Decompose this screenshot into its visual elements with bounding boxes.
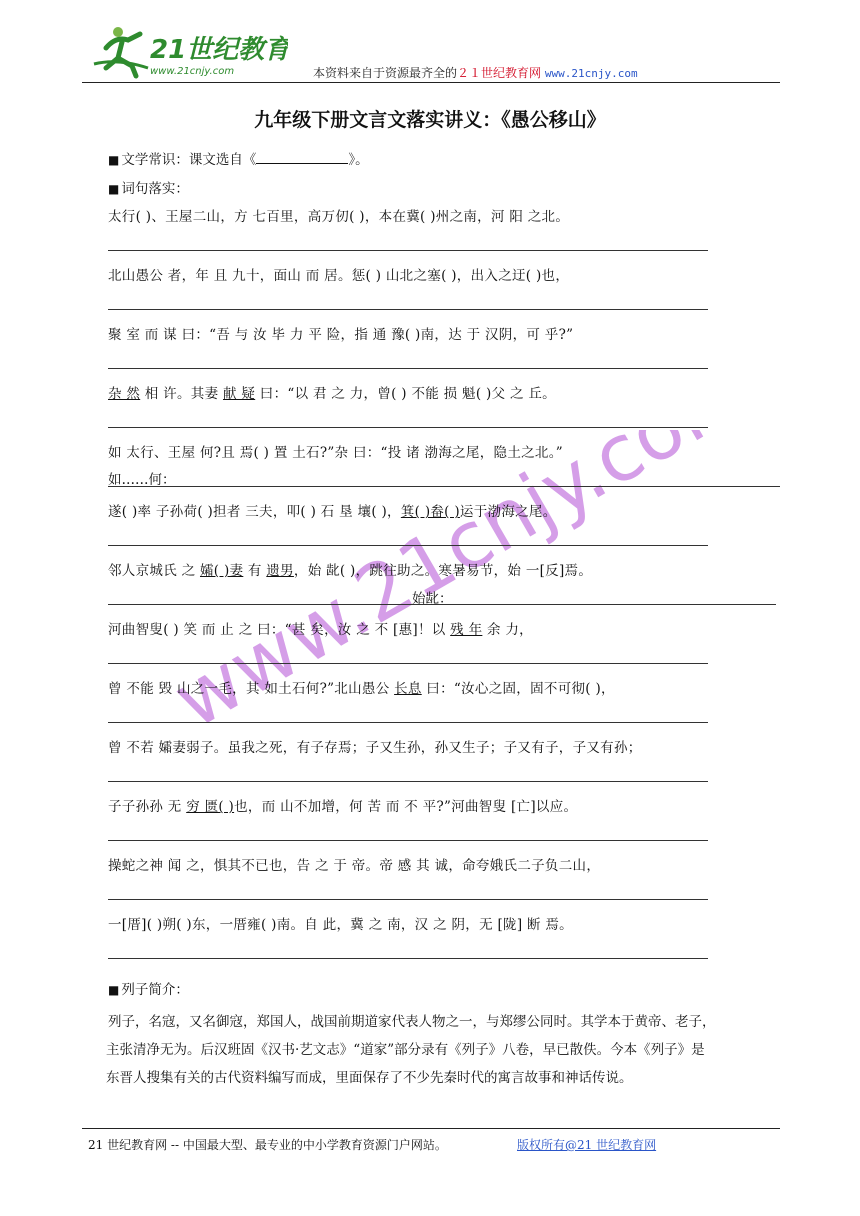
bullet-square-icon: ■: [108, 153, 120, 167]
section-liezi: [108, 978, 189, 998]
underlined-term: 孀( )妻: [199, 563, 244, 579]
text-line-13: 一[厝]( )朔( )东，一厝雍( )南。自 此，冀 之 南，汉 之 阴，无 [陇] 断 焉。: [108, 917, 573, 933]
answer-rule[interactable]: [108, 427, 708, 428]
site-logo: [88, 18, 288, 84]
header-divider: [82, 82, 780, 83]
text-line-8: 河曲智叟( ) 笑 而 止 之 曰：“甚 矣，汝 之 不 [惠]！以 残 年 余 力，: [108, 622, 533, 638]
text-line-12: 操蛇之神 闻 之，惧其不已也，告 之 于 帝。帝 感 其 诚，命夸娥氏二子负二山，: [108, 858, 601, 874]
answer-rule[interactable]: [108, 486, 780, 487]
text-line-7: 邻人京城氏 之 孀( )妻 有 遗男，始 龀( )，跳往助之。寒暑易节，始 一[反]焉。: [108, 563, 593, 579]
footer-copyright-link[interactable]: 版权所有@21 世纪教育网: [517, 1138, 657, 1152]
section-literature: [108, 148, 369, 168]
text-line-6: 遂( )率 子孙荷( )担者 三夫，叩( ) 石 垦 壤( )，箕( )畚( )运于渤海之尾。: [108, 504, 557, 520]
underlined-term: 残 年: [450, 622, 483, 638]
bullet-square-icon: ■: [108, 983, 120, 997]
answer-rule[interactable]: [108, 368, 708, 369]
header-tagline: [313, 64, 638, 81]
intro-line-1: 列子，名寇，又名御寇，郑国人，战国前期道家代表人物之一，与郑缪公同时。其学本于黄帝、老子，: [108, 1014, 716, 1030]
bullet-square-icon: ■: [108, 182, 120, 196]
answer-rule[interactable]: [108, 899, 708, 900]
note-label: 始龀：: [412, 591, 453, 607]
answer-rule[interactable]: [108, 781, 708, 782]
answer-blank[interactable]: [256, 151, 348, 164]
underlined-term: 杂 然: [108, 386, 141, 402]
tagline-prefix: 本资料来自于资源最齐全的: [313, 66, 458, 80]
intro-line-2: 主张清净无为。后汉班固《汉书·艺文志》“道家”部分录有《列子》八卷，早已散佚。今本《列子》是: [106, 1042, 705, 1058]
section-literature-label: 文学常识：课文选自《: [121, 152, 257, 168]
answer-rule[interactable]: [108, 840, 708, 841]
underlined-term: 穷 匮( ): [186, 799, 235, 815]
answer-rule[interactable]: [108, 958, 708, 959]
text-line-3: 聚 室 而 谋 曰：“吾 与 汝 毕 力 平 险，指 通 豫( )南，达 于 汉阴，可 乎?”: [108, 327, 574, 343]
liezi-intro: [108, 1008, 780, 1092]
intro-line-3: 东晋人搜集有关的古代资料编写而成，里面保存了不少先秦时代的寓言故事和神话传说。: [106, 1070, 633, 1086]
watermark-text: www.21cnjy.com: [175, 430, 715, 747]
section-words: [108, 177, 189, 197]
underlined-term: 遗男: [266, 563, 294, 579]
logo-text: 21世纪教育: [150, 35, 288, 65]
section-words-label: 词句落实：: [121, 181, 189, 197]
section-liezi-label: 列子简介：: [121, 982, 189, 998]
answer-rule[interactable]: [108, 722, 708, 723]
note-label: 如……何：: [108, 472, 176, 488]
underlined-term: 献 疑: [222, 386, 256, 402]
underlined-term: 长息: [394, 681, 422, 697]
text-line-1: 太行( )、王屋二山，方 七百里，高万仞( )，本在冀( )州之南，河 阳 之北。: [108, 209, 570, 225]
text-line-9: 曾 不能 毁 山之一毛，其 如土石何?”北山愚公 长息 曰：“汝心之固，固不可彻( )，: [108, 681, 615, 697]
text-line-4: 杂 然 相 许。其妻 献 疑 曰：“以 君 之 力，曾( ) 不能 损 魁( )父 之 丘。: [108, 386, 556, 402]
footer-divider: [82, 1128, 780, 1129]
answer-rule[interactable]: [108, 604, 776, 605]
text-line-5: 如 太行、王屋 何?且 焉( ) 置 土石?”杂 曰：“投 诸 渤海之尾，隐土之北。”: [108, 445, 563, 461]
underlined-term: 箕( )畚( ): [400, 504, 460, 520]
section-literature-suffix: 》。: [348, 152, 369, 168]
tagline-url[interactable]: www.21cnjy.com: [544, 67, 638, 80]
answer-rule[interactable]: [108, 309, 708, 310]
tagline-brand: ２１世纪教育网: [457, 66, 542, 80]
answer-rule[interactable]: [108, 545, 708, 546]
answer-rule[interactable]: [108, 250, 708, 251]
page-title: 九年级下册文言文落实讲义：《愚公移山》: [254, 109, 606, 131]
logo-url: www.21cnjy.com: [150, 66, 235, 77]
text-line-2: 北山愚公 者，年 且 九十，面山 而 居。惩( ) 山北之塞( )，出入之迂( )也，: [108, 268, 570, 284]
text-line-10: 曾 不若 孀妻弱子。虽我之死，有子存焉；子又生孙，孙又生子；子又有子，子又有孙；: [108, 740, 642, 756]
footer-text: 21 世纪教育网 -- 中国最大型、最专业的中小学教育资源门户网站。: [88, 1138, 447, 1152]
text-line-11: 子子孙孙 无 穷 匮( )也，而 山不加增，何 苦 而 不 平?”河曲智叟 [亡]以应。: [108, 799, 578, 815]
answer-rule[interactable]: [108, 663, 708, 664]
